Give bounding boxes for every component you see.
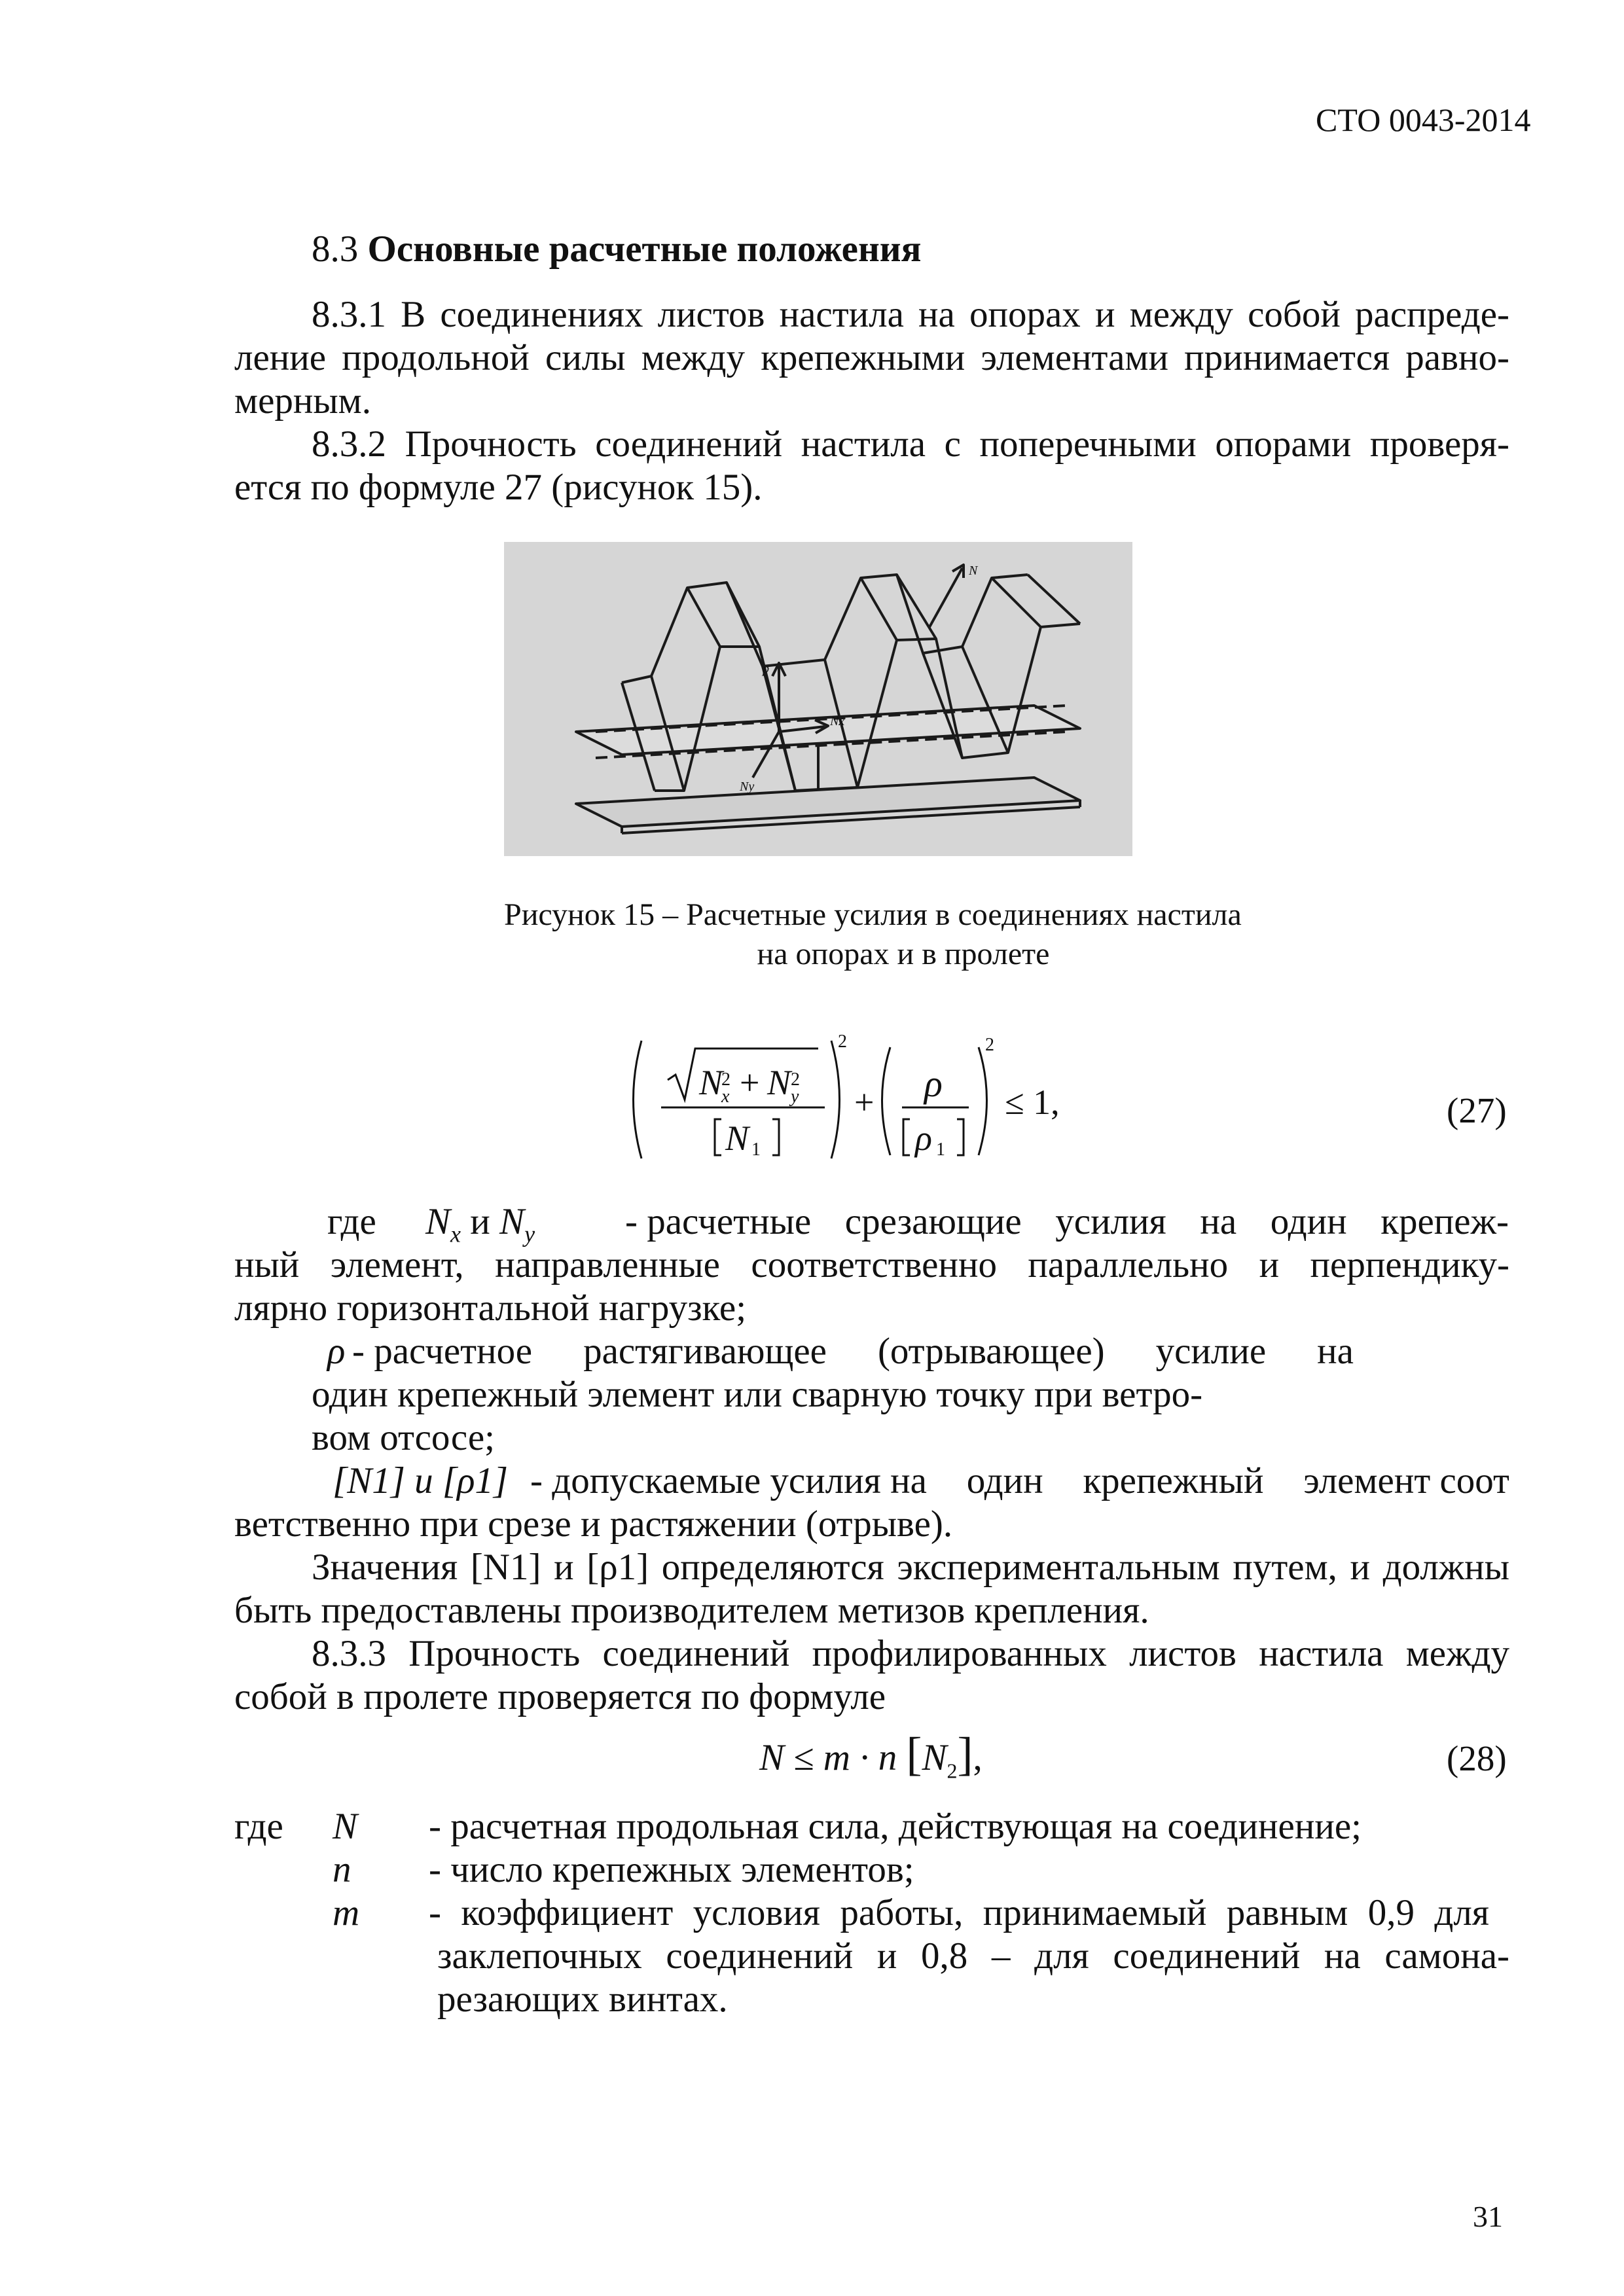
where27-limits-symbol: [N1] и [ρ1] [333, 1460, 509, 1501]
where28-text-m: - коэффициент условия работы, принимаемый равным 0,9 для [429, 1892, 1489, 1933]
rho-w4: на [1317, 1331, 1354, 1372]
equation-27 [622, 1021, 1093, 1178]
label-p: p [763, 662, 769, 676]
where27-w5: крепеж- [1380, 1201, 1509, 1242]
eq27-nx-sq: 2 [721, 1069, 731, 1090]
figure-15-caption-line2: на опорах и в пролете [757, 937, 1050, 971]
para-833-line1: 8.3.3 Прочность соединений профилированных листов настила между [312, 1633, 1509, 1674]
eq27-nx: N [699, 1063, 723, 1102]
where27-w4: один [1270, 1201, 1347, 1242]
lim-w1: один [966, 1460, 1043, 1501]
para-831-line2: ление продольной силы между крепежными элементами принимается равно- [234, 337, 1509, 378]
where27-w0: - расчетные [625, 1201, 812, 1242]
where27-w3: на [1200, 1201, 1237, 1242]
where28-gde: где [234, 1806, 283, 1847]
where27-limits-line2: ветственно при срезе и растяжении (отрыве). [234, 1503, 953, 1545]
where28-sym-m: m [333, 1892, 360, 1933]
eq28-bracket-open: [ [906, 1728, 922, 1780]
where27-ny: N [499, 1201, 525, 1242]
where27-rho-symbol: ρ [327, 1331, 346, 1372]
label-n: N [969, 564, 978, 578]
values-para-line2: быть предоставлены производителем метизов крепления. [234, 1590, 1149, 1631]
label-nx: Nx [830, 714, 845, 728]
where27-nx: N [425, 1201, 451, 1242]
page-number: 31 [1473, 2200, 1503, 2233]
where27-ny-sub: y [524, 1221, 535, 1247]
rho-w1: растягивающее [583, 1331, 827, 1372]
para-831-line1: 8.3.1 В соединениях листов настила на опорах и между собой распреде- [312, 294, 1509, 335]
para-833-line2: собой в пролете проверяется по формуле [234, 1676, 886, 1717]
lim-w0: - допускаемые усилия на [530, 1460, 927, 1501]
eq27-rho1-sub: 1 [936, 1139, 945, 1160]
where27-w1: срезающие [844, 1201, 1022, 1242]
eq27-ny-sq: 2 [791, 1069, 800, 1090]
eq27-n1-sub: 1 [751, 1139, 761, 1160]
eq27-le: ≤ 1, [1005, 1083, 1060, 1122]
eq27-pow-left: 2 [838, 1031, 847, 1052]
where28-m-line2: заклепочных соединений и 0,8 – для соединений на самона- [437, 1935, 1509, 1977]
equation-28 [759, 1728, 983, 1797]
figure-15-image [504, 542, 1132, 856]
eq27-x-sub: x [721, 1086, 730, 1107]
where28-sym-n: n [333, 1849, 352, 1890]
eq27-plus-inner: + [740, 1063, 760, 1102]
eq28-n2-sub: 2 [947, 1759, 958, 1783]
para-832-line2: ется по формуле 27 (рисунок 15). [234, 467, 763, 508]
where28-m-line3: резающих винтах. [437, 1979, 728, 2020]
eq27-y-sub: y [791, 1086, 799, 1107]
where27-w2: усилия [1055, 1201, 1166, 1242]
where27-line1 [625, 1200, 1509, 1244]
eq27-rho1: ρ [915, 1119, 932, 1158]
equation-28-number: (28) [1447, 1738, 1507, 1778]
section-heading [312, 228, 921, 271]
where28-sym-N: N [333, 1806, 358, 1847]
section-number: 8.3 [312, 228, 359, 270]
eq27-n1: N [725, 1119, 749, 1158]
lim-w2: крепежный [1083, 1460, 1264, 1501]
section-title: Основные расчетные положения [367, 228, 922, 270]
para-831-line3: мерным. [234, 380, 371, 422]
where27-limits-line1 [530, 1460, 1509, 1503]
eq28-n2: N [922, 1737, 947, 1778]
values-para-line1: Значения [N1] и [ρ1] определяются экспериментальным путем, и должны [312, 1547, 1509, 1588]
rho-w3: усилие [1155, 1331, 1267, 1372]
para-832-line1: 8.3.2 Прочность соединений настила с поперечными опорами проверя- [312, 423, 1509, 465]
where28-text-N: - расчетная продольная сила, действующая на соединение; [429, 1806, 1362, 1847]
eq28-lhs: N ≤ m · n [759, 1737, 897, 1778]
where27-rho-line3: вом отсосе; [312, 1417, 495, 1458]
lim-w3: элемент соот [1303, 1460, 1509, 1501]
rho-w2: (отрывающее) [877, 1331, 1105, 1372]
where27-line2: ный элемент, направленные соответственно параллельно и перпендику- [234, 1244, 1509, 1285]
where27-rho-line1 [352, 1330, 1354, 1373]
where27-and: и [470, 1201, 490, 1242]
where27-nx-sub: x [450, 1221, 461, 1247]
equation-27-number: (27) [1447, 1090, 1507, 1130]
figure-15-caption-line1: Рисунок 15 – Расчетные усилия в соединениях настила [504, 897, 1242, 932]
document-code: СТО 0043-2014 [1316, 101, 1531, 138]
eq28-comma: , [973, 1737, 983, 1778]
eq27-ny: N [767, 1063, 791, 1102]
eq27-rho: ρ [924, 1062, 943, 1105]
decking-diagram [504, 542, 1132, 856]
eq27-pow-right: 2 [985, 1035, 994, 1055]
where28-text-n: - число крепежных элементов; [429, 1849, 914, 1890]
rho-w0: - расчетное [352, 1331, 533, 1372]
where27-line3: лярно горизонтальной нагрузке; [234, 1287, 747, 1329]
eq28-bracket-close: ] [957, 1728, 973, 1780]
eq27-plus: + [854, 1083, 875, 1122]
label-ny: Ny [740, 780, 755, 794]
where27-gde: где [327, 1201, 376, 1242]
where27-rho-line2: один крепежный элемент или сварную точку при ветро- [312, 1374, 1203, 1415]
